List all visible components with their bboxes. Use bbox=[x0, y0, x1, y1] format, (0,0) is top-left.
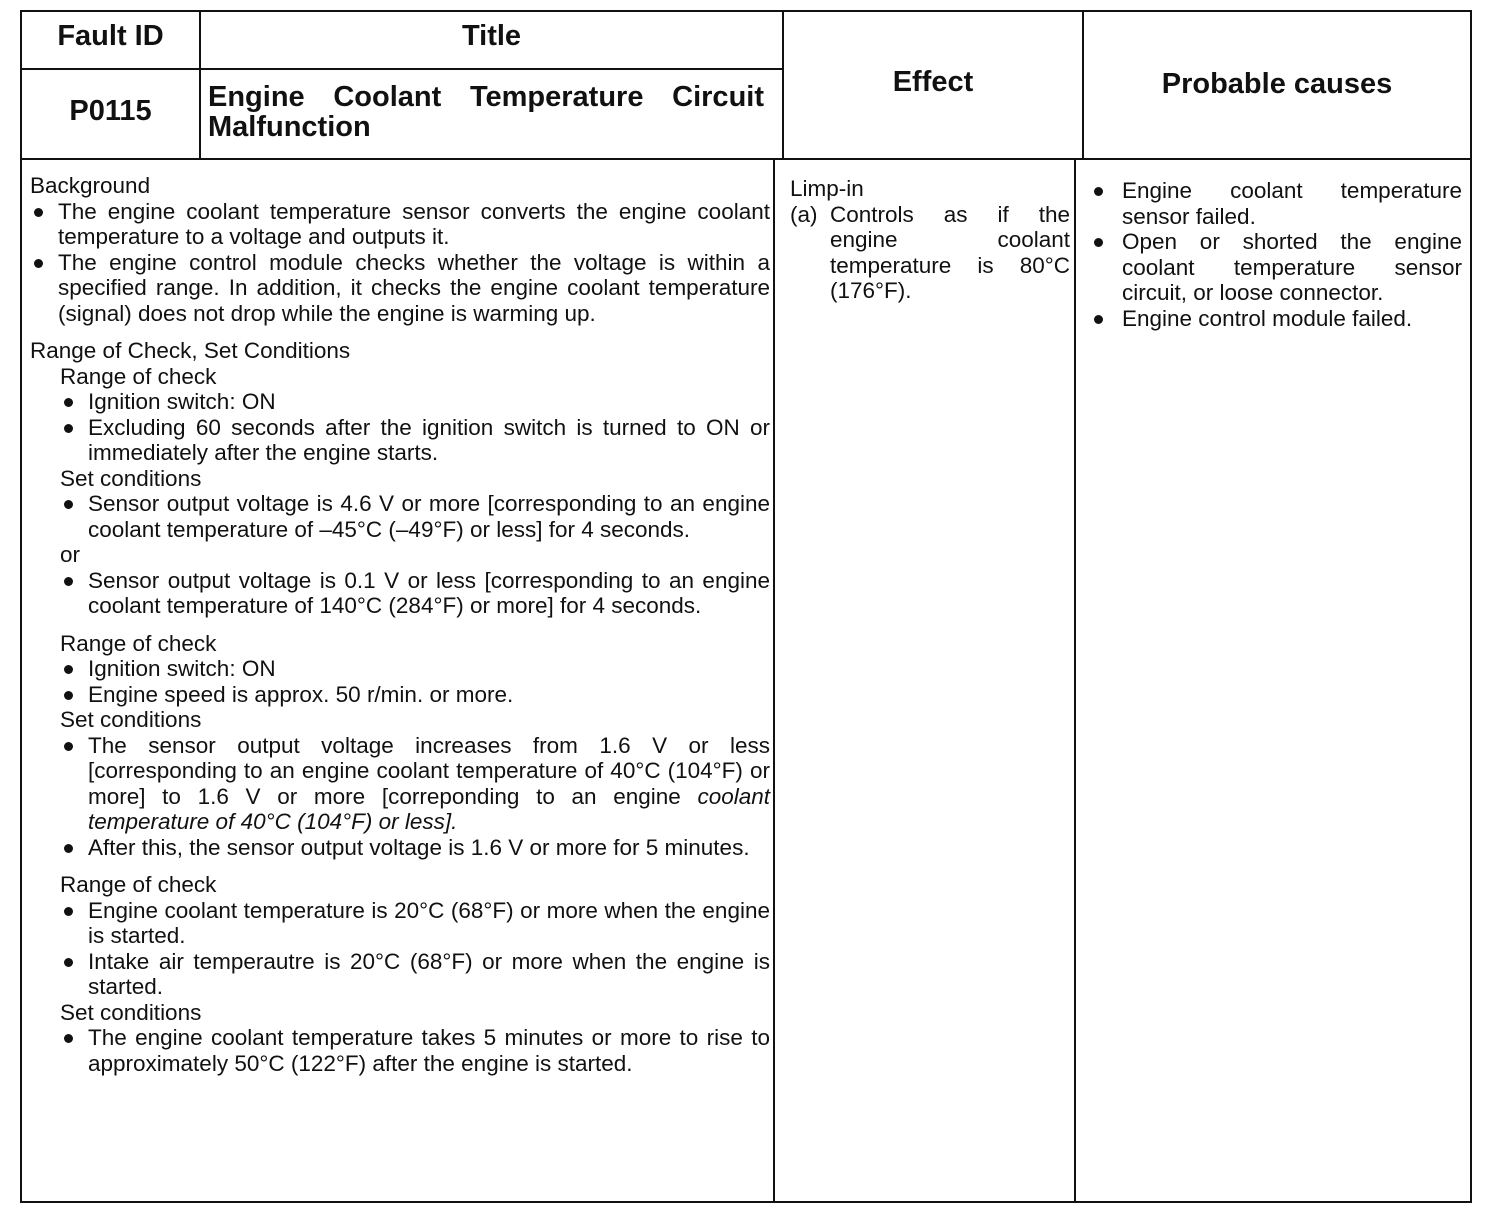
probable-causes-header: Probable causes bbox=[1161, 68, 1393, 100]
range-bullet: Engine coolant temperature is 20°C (68°F) or more when the engine is started. bbox=[60, 898, 770, 949]
description-column bbox=[30, 173, 770, 1076]
fault-title: Engine Coolant Temperature Circuit Malfunction bbox=[208, 81, 764, 143]
range-of-check-heading: Range of check bbox=[60, 363, 217, 389]
background-heading: Background bbox=[30, 173, 151, 198]
range-bullet: Ignition switch: ON bbox=[60, 656, 770, 682]
cause-bullet: Engine control module failed. bbox=[1090, 306, 1462, 332]
header-bottom-divider bbox=[20, 158, 1472, 160]
set-conditions-heading: Set conditions bbox=[60, 999, 202, 1025]
effect-column bbox=[790, 176, 1072, 304]
check-group-2 bbox=[60, 631, 770, 861]
set-condition-text-italic: coolant temperature of 40°C (104°F) or less]. bbox=[88, 783, 770, 834]
check-group-1 bbox=[60, 364, 770, 619]
header-row-divider bbox=[20, 68, 784, 70]
effect-header: Effect bbox=[892, 66, 974, 98]
set-condition-bullet: Sensor output voltage is 0.1 V or less [corresponding to an engine coolant temperature of 140°C (284°F) or more] for 4 seconds. bbox=[60, 568, 770, 619]
background-bullet: The engine control module checks whether the voltage is within a specified range. In addition, it checks the engine coolant temperature (signal) does not drop while the engine is warming up. bbox=[30, 250, 770, 327]
background-bullet: The engine coolant temperature sensor converts the engine coolant temperature to a voltage and outputs it. bbox=[30, 199, 770, 250]
effect-item bbox=[790, 202, 1072, 304]
range-of-check-heading: Range of check bbox=[60, 630, 217, 656]
range-bullet: Engine speed is approx. 50 r/min. or more. bbox=[60, 682, 770, 708]
set-condition-bullet: The engine coolant temperature takes 5 minutes or more to rise to approximately 50°C (122°F) after the engine is started. bbox=[60, 1025, 770, 1076]
set-conditions-heading: Set conditions bbox=[60, 707, 202, 732]
range-bullet: Intake air temperautre is 20°C (68°F) or more when the engine is started. bbox=[60, 949, 770, 1000]
col-divider-2-body bbox=[773, 160, 775, 1203]
set-condition-bullet: Sensor output voltage is 4.6 V or more [corresponding to an engine coolant temperature of –45°C (–49°F) or less] for 4 seconds. bbox=[60, 491, 770, 542]
set-conditions-heading: Set conditions bbox=[60, 465, 202, 491]
col-divider-3-body bbox=[1074, 160, 1076, 1203]
set-condition-bullet: After this, the sensor output voltage is 1.6 V or more for 5 minutes. bbox=[60, 835, 770, 861]
title-header: Title bbox=[461, 20, 522, 52]
range-set-heading: Range of Check, Set Conditions bbox=[30, 338, 351, 363]
probable-causes-column bbox=[1090, 178, 1462, 331]
set-condition-bullet bbox=[60, 733, 770, 835]
set-condition-text: The sensor output voltage increases from 1.6 V or less [corresponding to an engine coolant temperature of 40°C (104°F) or more] to 1.6 V or more [correponding to an engine bbox=[88, 732, 770, 809]
limp-in-heading: Limp-in bbox=[790, 176, 864, 201]
effect-item-tag: (a) bbox=[790, 201, 818, 227]
check-group-3 bbox=[60, 872, 770, 1076]
range-bullet: Ignition switch: ON bbox=[60, 389, 770, 415]
cause-bullet: Open or shorted the engine coolant temperature sensor circuit, or loose connector. bbox=[1090, 229, 1462, 306]
fault-id-value: P0115 bbox=[69, 95, 152, 127]
range-bullet: Excluding 60 seconds after the ignition switch is turned to ON or immediately after the engine starts. bbox=[60, 415, 770, 466]
cause-bullet: Engine coolant temperature sensor failed. bbox=[1090, 178, 1462, 229]
or-text: or bbox=[60, 542, 81, 567]
effect-item-text: Controls as if the engine coolant temperature is 80°C (176°F). bbox=[830, 201, 1070, 303]
range-of-check-heading: Range of check bbox=[60, 872, 217, 897]
fault-id-header: Fault ID bbox=[57, 20, 164, 52]
